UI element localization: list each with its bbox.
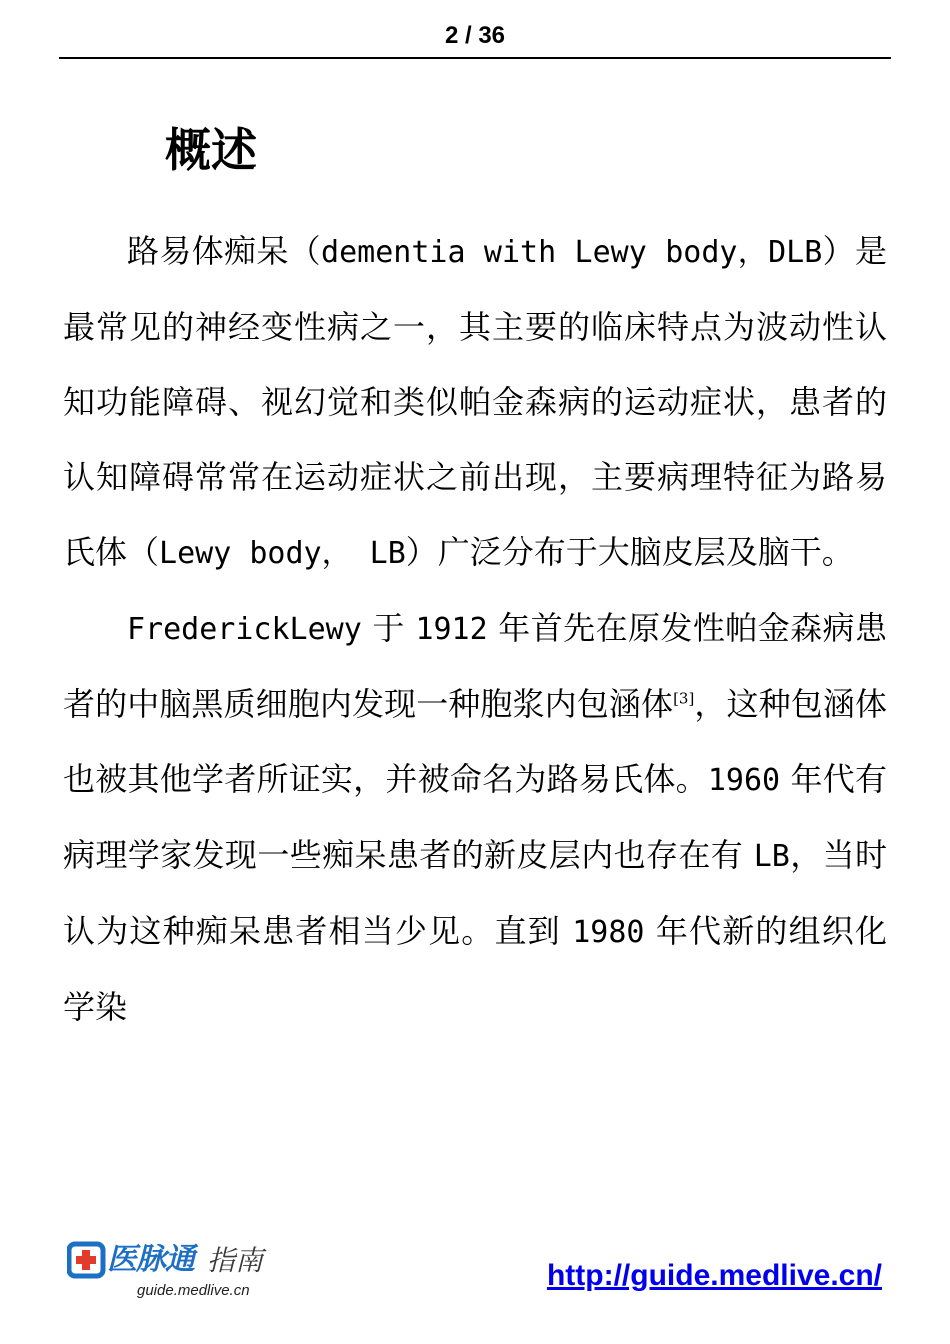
citation-reference[interactable]: [3]	[673, 689, 695, 708]
section-title: 概述	[165, 123, 257, 177]
english-term: Lewy body， LB	[159, 536, 406, 571]
abbreviation: LB	[753, 839, 790, 874]
paragraph-text: 年代有病理学家发现一些痴呆患者的新皮层内也存在有	[63, 760, 887, 874]
logo-domain: guide.medlive.cn	[137, 1282, 250, 1299]
page-number: 2 / 36	[444, 22, 506, 49]
paragraph-text: ，当时认为这种痴呆患者相当少见。直到	[63, 836, 887, 950]
medlive-logo[interactable]	[65, 1232, 295, 1312]
medical-cross-icon	[67, 1240, 109, 1280]
paragraph-text: 路易体痴呆（	[127, 232, 322, 270]
document-body	[63, 214, 887, 1045]
paragraph-text: 年首先在原发性帕金森病患者的中脑黑质细胞内发现一种胞浆内包涵体	[63, 609, 887, 723]
logo-tagline: 指南	[207, 1244, 264, 1277]
year: 1960	[707, 763, 781, 798]
header-divider	[59, 57, 891, 59]
paragraph-text: 于	[361, 609, 416, 647]
paragraph-history	[63, 591, 887, 1045]
year: 1980	[572, 915, 645, 950]
logo-brand-name: 医脉通	[107, 1242, 194, 1277]
paragraph-dlb-definition	[63, 214, 887, 591]
year: 1912	[415, 612, 488, 647]
paragraph-text: ，这种包涵体也被其他学者所证实，并被命名为路易氏体。	[63, 685, 887, 798]
paragraph-text: ）是最常见的神经变性病之一，其主要的临床特点为波动性认知功能障碍、视幻觉和类似帕金森病的运动症状，患者的认知障碍常常在运动症状之前出现，主要病理特征为路易氏体（	[63, 232, 887, 571]
person-name: FrederickLewy	[127, 612, 362, 647]
paragraph-text: ）广泛分布于大脑皮层及脑干。	[405, 533, 854, 571]
english-term: dementia with Lewy body，DLB	[321, 235, 823, 270]
paragraph-text: 年代新的组织化学染	[63, 912, 887, 1026]
website-link[interactable]: http://guide.medlive.cn/	[546, 1259, 882, 1292]
